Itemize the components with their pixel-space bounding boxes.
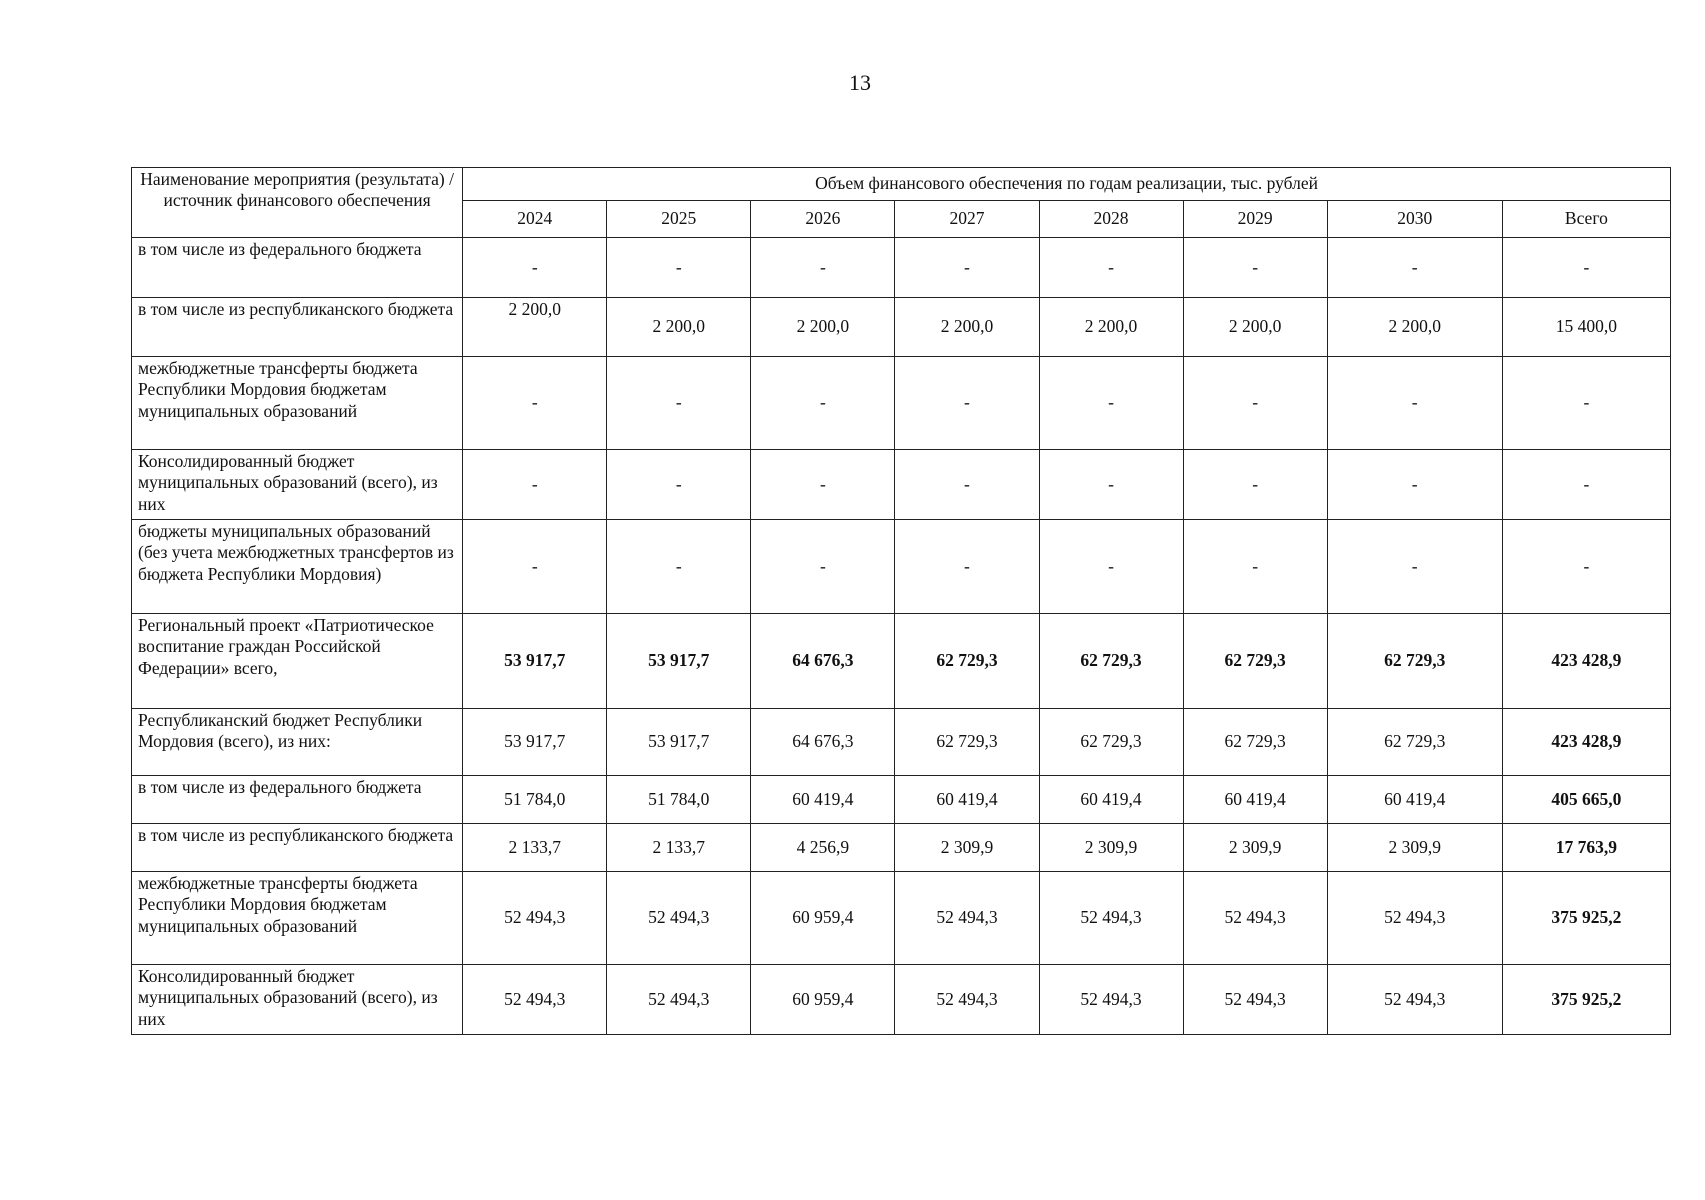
value-cell: 2 309,9 bbox=[1183, 824, 1327, 872]
total-cell: 375 925,2 bbox=[1502, 872, 1670, 965]
value-cell: - bbox=[895, 450, 1039, 520]
funding-group-header: Объем финансового обеспечения по годам реализации, тыс. рублей bbox=[463, 168, 1671, 201]
value-cell: 52 494,3 bbox=[895, 965, 1039, 1035]
table-row bbox=[132, 238, 1671, 298]
value-cell: - bbox=[895, 357, 1039, 450]
year-header: 2030 bbox=[1327, 201, 1502, 238]
value-cell: 52 494,3 bbox=[463, 872, 607, 965]
value-cell: - bbox=[1039, 357, 1183, 450]
name-column-header: Наименование мероприятия (результата) / источник финансового обеспечения bbox=[132, 168, 463, 238]
value-cell: - bbox=[607, 238, 751, 298]
table-row bbox=[132, 709, 1671, 776]
value-cell: - bbox=[1327, 357, 1502, 450]
row-label: в том числе из федерального бюджета bbox=[132, 776, 463, 824]
funding-table-container bbox=[131, 167, 1671, 1035]
value-cell: - bbox=[463, 238, 607, 298]
value-cell: - bbox=[1183, 450, 1327, 520]
value-cell: 2 133,7 bbox=[463, 824, 607, 872]
value-cell: 52 494,3 bbox=[607, 965, 751, 1035]
value-cell: 62 729,3 bbox=[895, 614, 1039, 709]
row-label: в том числе из республиканского бюджета bbox=[132, 824, 463, 872]
value-cell: 60 419,4 bbox=[751, 776, 895, 824]
value-cell: 2 200,0 bbox=[895, 298, 1039, 357]
value-cell: - bbox=[1039, 520, 1183, 614]
table-header bbox=[132, 168, 1671, 238]
total-header: Всего bbox=[1502, 201, 1670, 238]
year-header: 2025 bbox=[607, 201, 751, 238]
value-cell: 60 959,4 bbox=[751, 965, 895, 1035]
value-cell: 52 494,3 bbox=[1039, 965, 1183, 1035]
value-cell: 64 676,3 bbox=[751, 614, 895, 709]
total-cell: 15 400,0 bbox=[1502, 298, 1670, 357]
table-row bbox=[132, 776, 1671, 824]
value-cell: - bbox=[895, 520, 1039, 614]
table-row bbox=[132, 520, 1671, 614]
value-cell: 60 419,4 bbox=[1327, 776, 1502, 824]
value-cell: - bbox=[1327, 238, 1502, 298]
row-label: межбюджетные трансферты бюджета Республики Мордовия бюджетам муниципальных образований bbox=[132, 872, 463, 965]
value-cell: 52 494,3 bbox=[1039, 872, 1183, 965]
value-cell: - bbox=[607, 450, 751, 520]
table-row bbox=[132, 298, 1671, 357]
value-cell: 2 200,0 bbox=[1327, 298, 1502, 357]
row-label: Консолидированный бюджет муниципальных образований (всего), из них bbox=[132, 450, 463, 520]
row-label: бюджеты муниципальных образований (без учета межбюджетных трансфертов из бюджета Республики Мордовия) bbox=[132, 520, 463, 614]
value-cell: 2 200,0 bbox=[607, 298, 751, 357]
value-cell: - bbox=[751, 450, 895, 520]
year-header: 2027 bbox=[895, 201, 1039, 238]
value-cell: - bbox=[1327, 520, 1502, 614]
value-cell: - bbox=[1327, 450, 1502, 520]
value-cell: 62 729,3 bbox=[1327, 709, 1502, 776]
total-cell: 423 428,9 bbox=[1502, 614, 1670, 709]
value-cell: - bbox=[1183, 520, 1327, 614]
value-cell: 62 729,3 bbox=[1039, 709, 1183, 776]
value-cell: 53 917,7 bbox=[463, 709, 607, 776]
value-cell: 2 200,0 bbox=[1183, 298, 1327, 357]
value-cell: 53 917,7 bbox=[607, 709, 751, 776]
value-cell: - bbox=[751, 520, 895, 614]
value-cell: 62 729,3 bbox=[1183, 709, 1327, 776]
table-row bbox=[132, 872, 1671, 965]
value-cell: - bbox=[607, 357, 751, 450]
value-cell: 4 256,9 bbox=[751, 824, 895, 872]
value-cell: - bbox=[463, 520, 607, 614]
year-header: 2026 bbox=[751, 201, 895, 238]
value-cell: 2 309,9 bbox=[1327, 824, 1502, 872]
value-cell: - bbox=[463, 357, 607, 450]
value-cell: - bbox=[1183, 357, 1327, 450]
value-cell: 60 419,4 bbox=[895, 776, 1039, 824]
value-cell: 60 959,4 bbox=[751, 872, 895, 965]
row-label: Республиканский бюджет Республики Мордовия (всего), из них: bbox=[132, 709, 463, 776]
value-cell: - bbox=[1039, 450, 1183, 520]
table-row bbox=[132, 450, 1671, 520]
value-cell: 62 729,3 bbox=[895, 709, 1039, 776]
value-cell: 62 729,3 bbox=[1183, 614, 1327, 709]
value-cell: - bbox=[751, 357, 895, 450]
total-cell: - bbox=[1502, 450, 1670, 520]
row-label: в том числе из республиканского бюджета bbox=[132, 298, 463, 357]
value-cell: 62 729,3 bbox=[1327, 614, 1502, 709]
year-header: 2029 bbox=[1183, 201, 1327, 238]
value-cell: 60 419,4 bbox=[1039, 776, 1183, 824]
value-cell: 52 494,3 bbox=[895, 872, 1039, 965]
table-body bbox=[132, 238, 1671, 1035]
row-label: в том числе из федерального бюджета bbox=[132, 238, 463, 298]
table-row bbox=[132, 614, 1671, 709]
value-cell: 52 494,3 bbox=[1327, 965, 1502, 1035]
total-cell: 423 428,9 bbox=[1502, 709, 1670, 776]
row-label: Региональный проект «Патриотическое воспитание граждан Российской Федерации» всего, bbox=[132, 614, 463, 709]
value-cell: 51 784,0 bbox=[607, 776, 751, 824]
value-cell: 52 494,3 bbox=[1183, 965, 1327, 1035]
value-cell: 2 309,9 bbox=[1039, 824, 1183, 872]
year-header: 2028 bbox=[1039, 201, 1183, 238]
row-label: Консолидированный бюджет муниципальных образований (всего), из них bbox=[132, 965, 463, 1035]
value-cell: 2 133,7 bbox=[607, 824, 751, 872]
value-cell: - bbox=[895, 238, 1039, 298]
value-cell: - bbox=[607, 520, 751, 614]
total-cell: - bbox=[1502, 238, 1670, 298]
table-row bbox=[132, 357, 1671, 450]
value-cell: - bbox=[1039, 238, 1183, 298]
total-cell: 17 763,9 bbox=[1502, 824, 1670, 872]
total-cell: 375 925,2 bbox=[1502, 965, 1670, 1035]
value-cell: 53 917,7 bbox=[463, 614, 607, 709]
total-cell: 405 665,0 bbox=[1502, 776, 1670, 824]
total-cell: - bbox=[1502, 357, 1670, 450]
value-cell: 2 200,0 bbox=[751, 298, 895, 357]
table-row bbox=[132, 965, 1671, 1035]
table-row bbox=[132, 824, 1671, 872]
value-cell: - bbox=[1183, 238, 1327, 298]
row-label: межбюджетные трансферты бюджета Республики Мордовия бюджетам муниципальных образований bbox=[132, 357, 463, 450]
value-cell: 62 729,3 bbox=[1039, 614, 1183, 709]
year-header: 2024 bbox=[463, 201, 607, 238]
page-number: 13 bbox=[849, 70, 871, 95]
value-cell: 2 200,0 bbox=[463, 298, 607, 357]
value-cell: 52 494,3 bbox=[607, 872, 751, 965]
total-cell: - bbox=[1502, 520, 1670, 614]
value-cell: 52 494,3 bbox=[1327, 872, 1502, 965]
value-cell: 52 494,3 bbox=[463, 965, 607, 1035]
value-cell: 2 309,9 bbox=[895, 824, 1039, 872]
value-cell: 51 784,0 bbox=[463, 776, 607, 824]
value-cell: 52 494,3 bbox=[1183, 872, 1327, 965]
funding-table bbox=[131, 167, 1671, 1035]
value-cell: 64 676,3 bbox=[751, 709, 895, 776]
value-cell: 53 917,7 bbox=[607, 614, 751, 709]
value-cell: - bbox=[463, 450, 607, 520]
value-cell: 2 200,0 bbox=[1039, 298, 1183, 357]
value-cell: 60 419,4 bbox=[1183, 776, 1327, 824]
value-cell: - bbox=[751, 238, 895, 298]
